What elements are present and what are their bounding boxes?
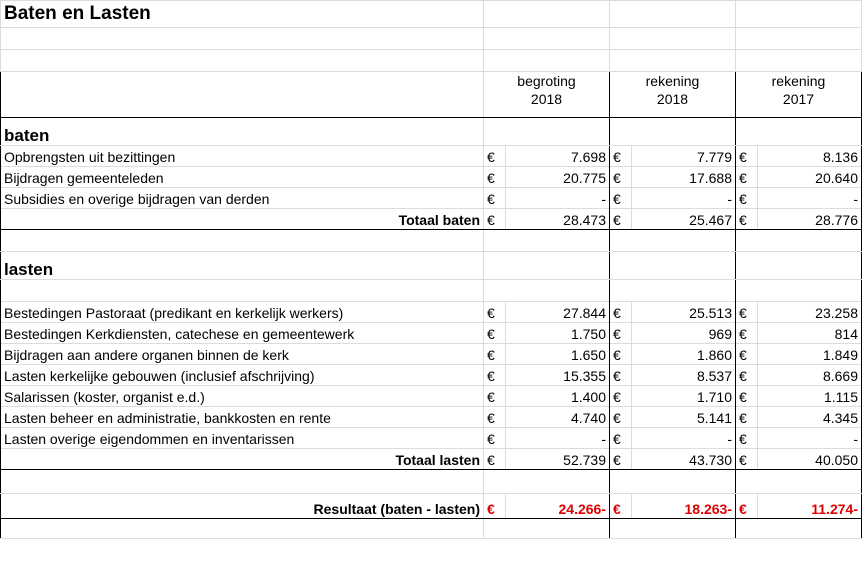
empty-cell[interactable] (484, 252, 610, 280)
column-header-line2: 2018 (530, 91, 563, 107)
result-label[interactable]: Resultaat (baten - lasten) (1, 494, 484, 519)
row-label[interactable]: Salarissen (koster, organist e.d.) (1, 386, 484, 407)
row-label[interactable]: Bijdragen aan andere organen binnen de kerk (1, 344, 484, 365)
empty-cell[interactable] (736, 252, 862, 280)
amount-2[interactable]: 25.467 (632, 209, 736, 230)
table-row (1, 407, 862, 428)
row-label[interactable]: Lasten kerkelijke gebouwen (inclusief afschrijving) (1, 365, 484, 386)
empty-cell[interactable] (736, 230, 862, 252)
result-amount-2[interactable]: 18.263- (632, 494, 736, 519)
euro-sign[interactable]: € (610, 146, 632, 167)
amount-3[interactable]: 20.640 (758, 167, 862, 188)
empty-cell[interactable] (1, 470, 484, 494)
header-label-cell[interactable] (1, 72, 484, 118)
euro-sign[interactable]: € (484, 323, 506, 344)
empty-cell[interactable] (484, 519, 610, 539)
empty-cell[interactable] (1, 519, 484, 539)
amount-3[interactable]: 1.849 (758, 344, 862, 365)
euro-sign[interactable]: € (610, 494, 632, 519)
empty-row (1, 28, 862, 50)
empty-cell[interactable] (610, 230, 736, 252)
total-row (1, 449, 862, 470)
euro-sign[interactable]: € (484, 188, 506, 209)
empty-cell[interactable] (736, 470, 862, 494)
empty-cell[interactable] (736, 28, 862, 50)
page-title[interactable]: Baten en Lasten (1, 1, 484, 28)
result-amount-1[interactable]: 24.266- (506, 494, 610, 519)
euro-sign[interactable]: € (610, 302, 632, 323)
amount-3[interactable]: 28.776 (758, 209, 862, 230)
euro-sign[interactable]: € (736, 449, 758, 470)
empty-cell[interactable] (610, 118, 736, 146)
euro-sign[interactable]: € (736, 188, 758, 209)
table-row (1, 188, 862, 209)
empty-cell[interactable] (484, 280, 610, 302)
table-row (1, 323, 862, 344)
amount-1[interactable]: 20.775 (506, 167, 610, 188)
amount-3[interactable]: 40.050 (758, 449, 862, 470)
amount-2[interactable]: 8.537 (632, 365, 736, 386)
amount-2[interactable]: 1.710 (632, 386, 736, 407)
euro-sign[interactable]: € (484, 146, 506, 167)
amount-3[interactable]: 8.136 (758, 146, 862, 167)
amount-3[interactable]: - (758, 188, 862, 209)
empty-row (1, 280, 862, 302)
amount-3[interactable]: 4.345 (758, 407, 862, 428)
euro-sign[interactable]: € (610, 209, 632, 230)
euro-sign[interactable]: € (736, 428, 758, 449)
row-label[interactable]: Subsidies en overige bijdragen van derden (1, 188, 484, 209)
euro-sign[interactable]: € (484, 344, 506, 365)
amount-3[interactable]: 23.258 (758, 302, 862, 323)
row-label[interactable]: Lasten overige eigendommen en inventarissen (1, 428, 484, 449)
row-label[interactable]: Bijdragen gemeenteleden (1, 167, 484, 188)
row-label[interactable]: Opbrengsten uit bezittingen (1, 146, 484, 167)
total-row (1, 209, 862, 230)
empty-cell[interactable] (610, 280, 736, 302)
empty-cell[interactable] (736, 1, 862, 28)
amount-1[interactable]: 27.844 (506, 302, 610, 323)
amount-2[interactable]: 17.688 (632, 167, 736, 188)
euro-sign[interactable]: € (736, 146, 758, 167)
euro-sign[interactable]: € (736, 494, 758, 519)
empty-row (1, 519, 862, 539)
amount-2[interactable]: 5.141 (632, 407, 736, 428)
euro-sign[interactable]: € (610, 344, 632, 365)
euro-sign[interactable]: € (610, 428, 632, 449)
euro-sign[interactable]: € (484, 167, 506, 188)
table-row (1, 428, 862, 449)
section-heading-row (1, 252, 862, 280)
amount-1[interactable]: 7.698 (506, 146, 610, 167)
amount-3[interactable]: 1.115 (758, 386, 862, 407)
section-heading-baten[interactable]: baten (1, 118, 484, 146)
empty-cell[interactable] (610, 1, 736, 28)
column-header-line2: 2018 (656, 91, 689, 107)
euro-sign[interactable]: € (736, 209, 758, 230)
euro-sign[interactable]: € (736, 407, 758, 428)
euro-sign[interactable]: € (610, 323, 632, 344)
amount-1[interactable]: 4.740 (506, 407, 610, 428)
empty-cell[interactable] (484, 230, 610, 252)
euro-sign[interactable]: € (736, 302, 758, 323)
table-row (1, 365, 862, 386)
empty-cell[interactable] (484, 28, 610, 50)
empty-cell[interactable] (736, 118, 862, 146)
amount-1[interactable]: 1.650 (506, 344, 610, 365)
amount-1[interactable]: 15.355 (506, 365, 610, 386)
table-row (1, 146, 862, 167)
euro-sign[interactable]: € (484, 209, 506, 230)
amount-2[interactable]: - (632, 428, 736, 449)
row-label[interactable]: Lasten beheer en administratie, bankkosten en rente (1, 407, 484, 428)
amount-1[interactable]: - (506, 188, 610, 209)
empty-cell[interactable] (610, 519, 736, 539)
table-row (1, 302, 862, 323)
total-label[interactable]: Totaal lasten (1, 449, 484, 470)
euro-sign[interactable]: € (610, 188, 632, 209)
amount-2[interactable]: - (632, 188, 736, 209)
amount-1[interactable]: 1.750 (506, 323, 610, 344)
result-row (1, 494, 862, 519)
empty-cell[interactable] (610, 470, 736, 494)
row-label[interactable]: Bestedingen Pastoraat (predikant en kerkelijk werkers) (1, 302, 484, 323)
empty-cell[interactable] (736, 519, 862, 539)
amount-1[interactable]: 28.473 (506, 209, 610, 230)
empty-row (1, 50, 862, 72)
header-row (1, 72, 862, 118)
row-label[interactable]: Bestedingen Kerkdiensten, catechese en gemeentewerk (1, 323, 484, 344)
empty-row (1, 230, 862, 252)
euro-sign[interactable]: € (736, 365, 758, 386)
result-amount-3[interactable]: 11.274- (758, 494, 862, 519)
amount-1[interactable]: - (506, 428, 610, 449)
total-label[interactable]: Totaal baten (1, 209, 484, 230)
column-header-line1: rekening (771, 73, 826, 89)
table-row (1, 344, 862, 365)
column-header-line1: begroting (517, 73, 576, 89)
sheet-body (1, 1, 862, 539)
empty-cell[interactable] (1, 50, 484, 72)
empty-cell[interactable] (736, 50, 862, 72)
euro-sign[interactable]: € (484, 428, 506, 449)
table-row (1, 167, 862, 188)
amount-2[interactable]: 1.860 (632, 344, 736, 365)
euro-sign[interactable]: € (736, 323, 758, 344)
euro-sign[interactable]: € (610, 167, 632, 188)
euro-sign[interactable]: € (610, 449, 632, 470)
empty-row (1, 470, 862, 494)
empty-cell[interactable] (484, 1, 610, 28)
empty-cell[interactable] (484, 470, 610, 494)
section-heading-lasten[interactable]: lasten (1, 252, 484, 280)
amount-1[interactable]: 52.739 (506, 449, 610, 470)
amount-1[interactable]: 1.400 (506, 386, 610, 407)
column-header-2[interactable] (610, 72, 736, 118)
euro-sign[interactable]: € (610, 407, 632, 428)
euro-sign[interactable]: € (484, 386, 506, 407)
column-header-line2: 2017 (782, 91, 815, 107)
euro-sign[interactable]: € (484, 365, 506, 386)
amount-2[interactable]: 43.730 (632, 449, 736, 470)
column-header-3[interactable] (736, 72, 862, 118)
euro-sign[interactable]: € (736, 344, 758, 365)
table-row (1, 386, 862, 407)
amount-2[interactable]: 25.513 (632, 302, 736, 323)
empty-cell[interactable] (610, 28, 736, 50)
empty-cell[interactable] (736, 280, 862, 302)
euro-sign[interactable]: € (736, 167, 758, 188)
euro-sign[interactable]: € (484, 449, 506, 470)
amount-3[interactable]: - (758, 428, 862, 449)
euro-sign[interactable]: € (484, 494, 506, 519)
amount-3[interactable]: 814 (758, 323, 862, 344)
empty-cell[interactable] (1, 28, 484, 50)
amount-2[interactable]: 7.779 (632, 146, 736, 167)
title-row (1, 1, 862, 28)
empty-cell[interactable] (610, 252, 736, 280)
amount-2[interactable]: 969 (632, 323, 736, 344)
empty-cell[interactable] (1, 230, 484, 252)
euro-sign[interactable]: € (610, 386, 632, 407)
empty-cell[interactable] (484, 118, 610, 146)
column-header-line1: rekening (645, 73, 700, 89)
column-header-1[interactable] (484, 72, 610, 118)
empty-cell[interactable] (484, 50, 610, 72)
section-heading-row (1, 118, 862, 146)
amount-3[interactable]: 8.669 (758, 365, 862, 386)
empty-cell[interactable] (610, 50, 736, 72)
euro-sign[interactable]: € (484, 407, 506, 428)
empty-cell[interactable] (1, 280, 484, 302)
euro-sign[interactable]: € (736, 386, 758, 407)
euro-sign[interactable]: € (484, 302, 506, 323)
euro-sign[interactable]: € (610, 365, 632, 386)
